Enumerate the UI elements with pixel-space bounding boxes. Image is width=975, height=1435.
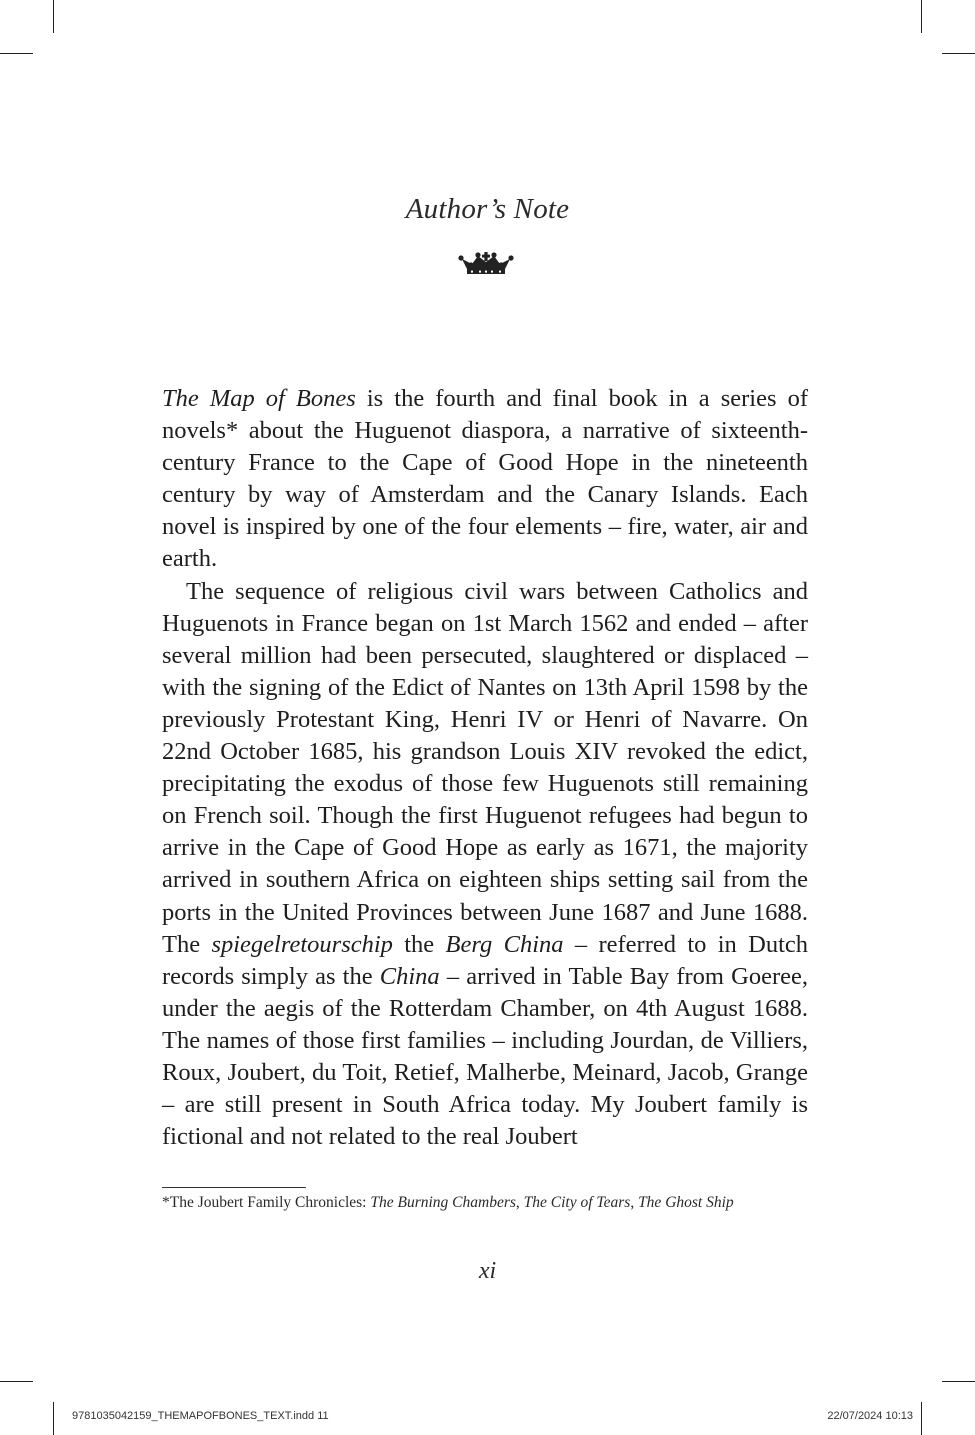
crop-mark-top-left-v <box>53 0 54 33</box>
slug-filename: 9781035042159_THEMAPOFBONES_TEXT.indd 11 <box>72 1410 329 1422</box>
italic-run: spiegelretourschip <box>211 930 393 958</box>
crop-mark-top-right-h <box>942 53 975 54</box>
paragraph-2: The sequence of religious civil wars between Catholics and Huguenots in France began on 1st March 1562 and ended – after several million had been persecuted, slaughtered or displaced – with the signing of the Edict of Nantes on 13th April 1598 by the previously Protestant King, Henri IV or Henri of Navarre. On 22nd October 1685, his grandson Louis XIV revoked the edict, precipitating the exodus of those few Huguenots still remaining on French soil. Though the first Huguenot refugees had begun to arrive in the Cape of Good Hope as early as 1671, the majority arrived in southern Africa on eighteen ships setting sail from the ports in the United Provinces between June 1687 and June 1688. The spiegelretourschip the Berg China – referred to in Dutch records simply as the China – arrived in Table Bay from Goeree, under the aegis of the Rotterdam Chamber, on 4th August 1688. The names of those first families – including Jourdan, de Villiers, Roux, Joubert, du Toit, Retief, Malherbe, Meinard, Jacob, Grange – are still present in South Africa today. My Joubert family is fictional and not related to the real Joubert <box>162 577 809 1151</box>
italic-run: The Map of Bones <box>162 385 356 412</box>
italic-run: Berg China <box>445 930 564 958</box>
body-text <box>162 383 808 1153</box>
footnote: *The Joubert Family Chronicles: The Burning Chambers, The City of Tears, The Ghost Ship <box>162 1194 734 1211</box>
italic-run: The Ghost Ship <box>638 1194 734 1211</box>
crop-mark-bottom-left-h <box>0 1381 33 1382</box>
crop-mark-bottom-right-h <box>942 1381 975 1382</box>
chapter-title: Author’s Note <box>405 193 570 225</box>
crop-mark-bottom-left-v <box>53 1402 54 1435</box>
italic-run: The Burning Chambers <box>370 1194 516 1211</box>
paragraph-1: The Map of Bones is the fourth and final book in a series of novels* about the Huguenot diaspora, a narrative of sixteenth-century France to the Cape of Good Hope in the nineteenth century by way of Amsterdam and the Canary Islands. Each novel is inspired by one of the four elements – fire, water, air and earth. <box>162 385 808 573</box>
crop-mark-top-right-v <box>921 0 922 33</box>
footnote-rule <box>162 1187 306 1188</box>
italic-run: China <box>379 962 440 990</box>
page-number: xi <box>478 1258 497 1284</box>
crop-mark-bottom-right-v <box>921 1402 922 1435</box>
italic-run: The City of Tears <box>523 1194 631 1211</box>
crown-icon <box>458 252 514 276</box>
crop-mark-top-left-h <box>0 53 33 54</box>
slug-timestamp: 22/07/2024 10:13 <box>827 1410 913 1422</box>
